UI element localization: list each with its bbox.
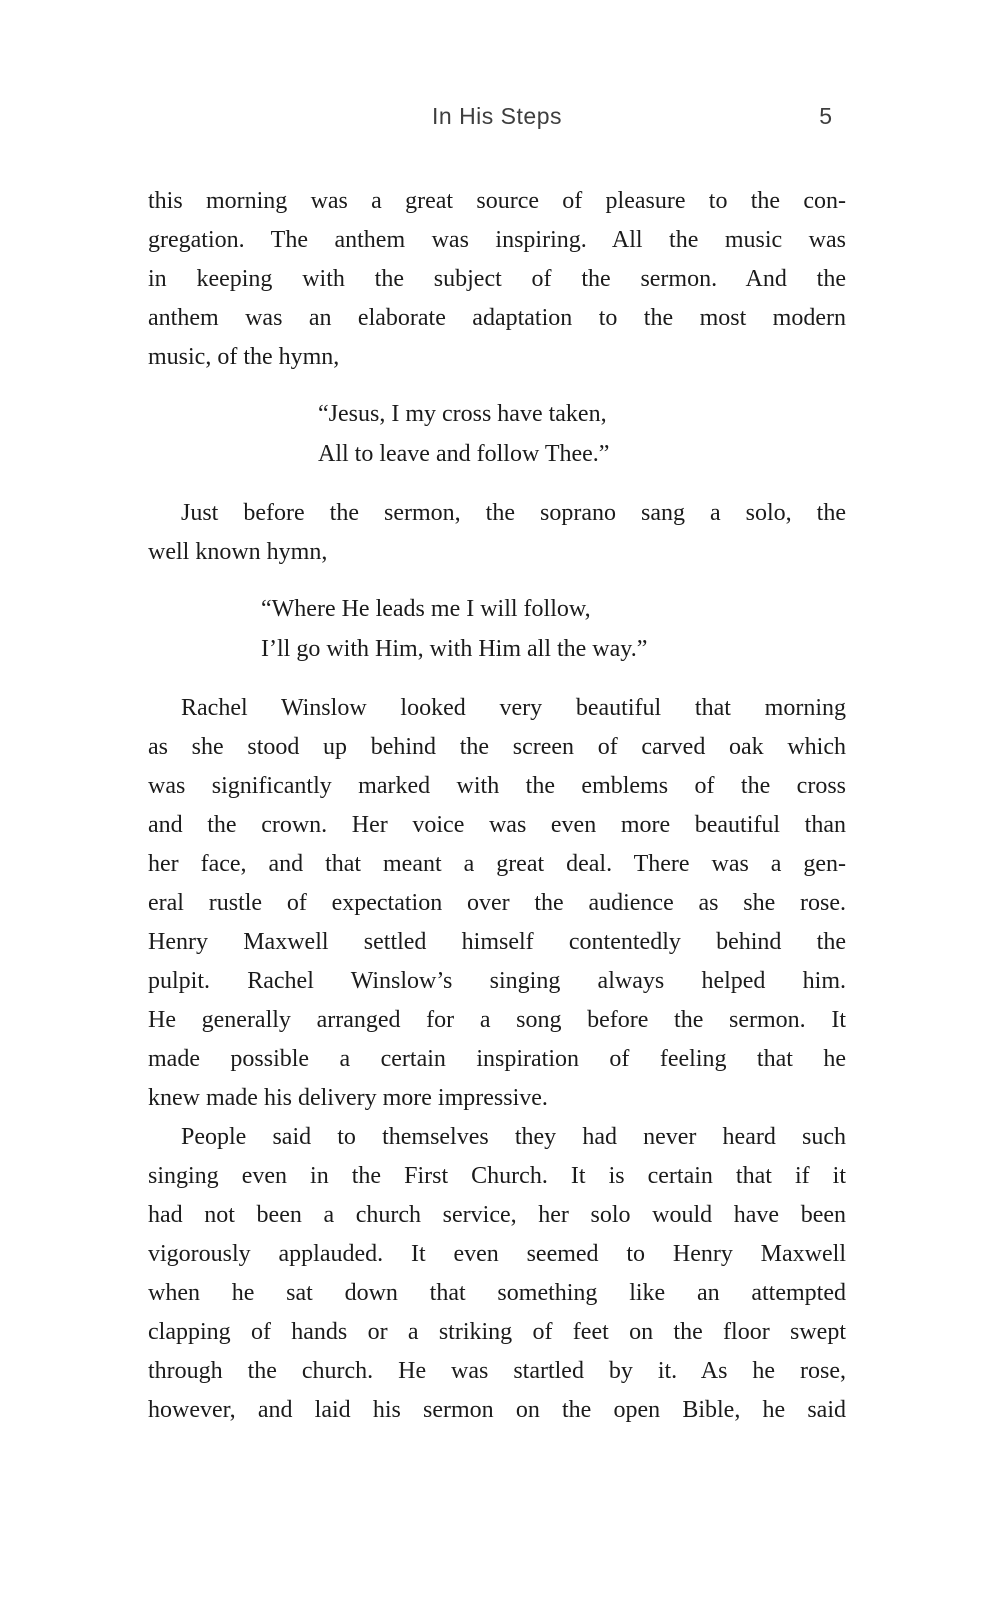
text-line: I’ll go with Him, with Him all the way.” bbox=[261, 636, 648, 662]
verse-quote bbox=[261, 589, 846, 669]
text-line: had not been a church service, her solo would have been bbox=[148, 1202, 846, 1228]
text-line: however, and laid his sermon on the open Bible, he said bbox=[148, 1397, 846, 1423]
text-line: Henry Maxwell settled himself contentedly behind the bbox=[148, 929, 846, 955]
text-line: music, of the hymn, bbox=[148, 344, 340, 370]
text-line: her face, and that meant a great deal. There was a gen- bbox=[148, 851, 846, 877]
paragraph bbox=[148, 182, 846, 377]
text-line: clapping of hands or a striking of feet on the floor swept bbox=[148, 1319, 846, 1345]
text-line: All to leave and follow Thee.” bbox=[318, 441, 610, 467]
text-line: anthem was an elaborate adaptation to the most modern bbox=[148, 305, 846, 331]
page-number: 5 bbox=[819, 103, 832, 129]
text-line: Rachel Winslow looked very beautiful that morning bbox=[181, 695, 846, 721]
text-line: was significantly marked with the emblems of the cross bbox=[148, 773, 846, 799]
text-line: “Jesus, I my cross have taken, bbox=[318, 401, 607, 427]
text-line: vigorously applauded. It even seemed to Henry Maxwell bbox=[148, 1241, 846, 1267]
text-line: “Where He leads me I will follow, bbox=[261, 596, 591, 622]
text-line: and the crown. Her voice was even more beautiful than bbox=[148, 812, 846, 838]
paragraph bbox=[148, 494, 846, 572]
paragraph bbox=[148, 689, 846, 1118]
text-line: Just before the sermon, the soprano sang a solo, the bbox=[181, 500, 846, 526]
text-line: gregation. The anthem was inspiring. All the music was bbox=[148, 227, 846, 253]
paragraph bbox=[148, 1118, 846, 1430]
text-line: eral rustle of expectation over the audience as she rose. bbox=[148, 890, 846, 916]
text-line: singing even in the First Church. It is certain that if it bbox=[148, 1163, 846, 1189]
text-line: knew made his delivery more impressive. bbox=[148, 1085, 548, 1111]
text-line: this morning was a great source of pleasure to the con- bbox=[148, 188, 846, 214]
text-line: He generally arranged for a song before the sermon. It bbox=[148, 1007, 846, 1033]
text-line: well known hymn, bbox=[148, 539, 328, 565]
text-line: pulpit. Rachel Winslow’s singing always helped him. bbox=[148, 968, 846, 994]
text-line: when he sat down that something like an attempted bbox=[148, 1280, 846, 1306]
text-line: as she stood up behind the screen of carved oak which bbox=[148, 734, 846, 760]
text-line: People said to themselves they had never heard such bbox=[181, 1124, 846, 1150]
text-line: made possible a certain inspiration of feeling that he bbox=[148, 1046, 846, 1072]
text-line: in keeping with the subject of the sermon. And the bbox=[148, 266, 846, 292]
text-line: through the church. He was startled by it. As he rose, bbox=[148, 1358, 846, 1384]
running-head-title: In His Steps bbox=[432, 103, 562, 129]
verse-quote bbox=[318, 394, 846, 474]
page-body bbox=[148, 182, 846, 1430]
